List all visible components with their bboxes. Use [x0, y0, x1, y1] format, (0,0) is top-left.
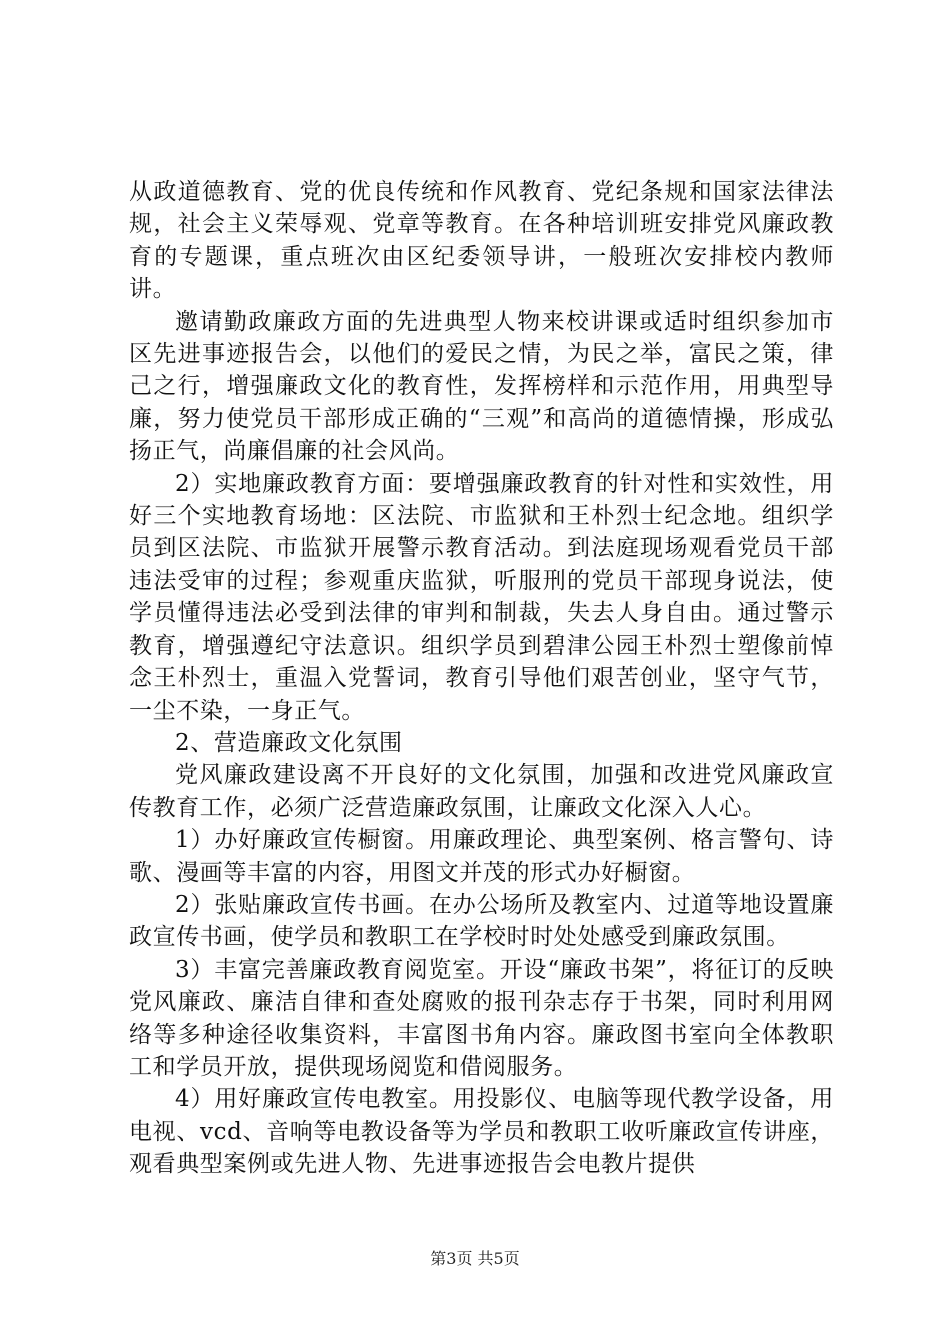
paragraph-8: 3）丰富完善廉政教育阅览室。开设“廉政书架”，将征订的反映党风廉政、廉洁自律和查处腐败的报刊杂志存于书架，同时利用网络等多种途径收集资料，丰富图书角内容。廉政图书室向全体教职工和学员开放，提供现场阅览和借阅服务。	[129, 956, 834, 1080]
section-heading-2: 2、营造廉政文化氛围	[175, 729, 403, 756]
page-number-footer: 第3页 共5页	[430, 1249, 520, 1268]
paragraph-5: 党风廉政建设离不开良好的文化氛围，加强和改进党风廉政宣传教育工作，必须广泛营造廉政氛围，让廉政文化深入人心。	[129, 762, 834, 821]
paragraph-7: 2）张贴廉政宣传书画。在办公场所及教室内、过道等地设置廉政宣传书画，使学员和教职工在学校时时处处感受到廉政氛围。	[129, 891, 834, 951]
paragraph-2: 邀请勤政廉政方面的先进典型人物来校讲课或适时组织参加市区先进事迹报告会，以他们的爱民之情，为民之举，富民之策，律己之行，增强廉政文化的教育性，发挥榜样和示范作用，用典型导廉，努力使党员干部形成正确的“三观”和高尚的道德情操，形成弘扬正气，尚廉倡廉的社会风尚。	[129, 308, 834, 465]
paragraph-1: 从政道德教育、党的优良传统和作风教育、党纪条规和国家法律法规，社会主义荣辱观、党章等教育。在各种培训班安排党风廉政教育的专题课，重点班次由区纪委领导讲，一般班次安排校内教师讲。	[129, 179, 834, 303]
paragraph-9: 4）用好廉政宣传电教室。用投影仪、电脑等现代教学设备，用电视、vcd、音响等电教设备等为学员和教职工收听廉政宣传讲座，观看典型案例或先进人物、先进事迹报告会电教片提供	[129, 1086, 834, 1178]
paragraph-6: 1）办好廉政宣传橱窗。用廉政理论、典型案例、格言警句、诗歌、漫画等丰富的内容，用图文并茂的形式办好橱窗。	[129, 827, 834, 886]
document-body	[129, 176, 834, 1181]
paragraph-3: 2）实地廉政教育方面：要增强廉政教育的针对性和实效性，用好三个实地教育场地：区法院、市监狱和王朴烈士纪念地。组织学员到区法院、市监狱开展警示教育活动。到法庭现场观看党员干部违法受审的过程；参观重庆监狱，听服刑的党员干部现身说法，使学员懂得违法必受到法律的审判和制裁，失去人身自由。通过警示教育，增强遵纪守法意识。组织学员到碧津公园王朴烈士塑像前悼念王朴烈士，重温入党誓词，教育引导他们艰苦创业，坚守气节，一尘不染，一身正气。	[129, 470, 834, 724]
